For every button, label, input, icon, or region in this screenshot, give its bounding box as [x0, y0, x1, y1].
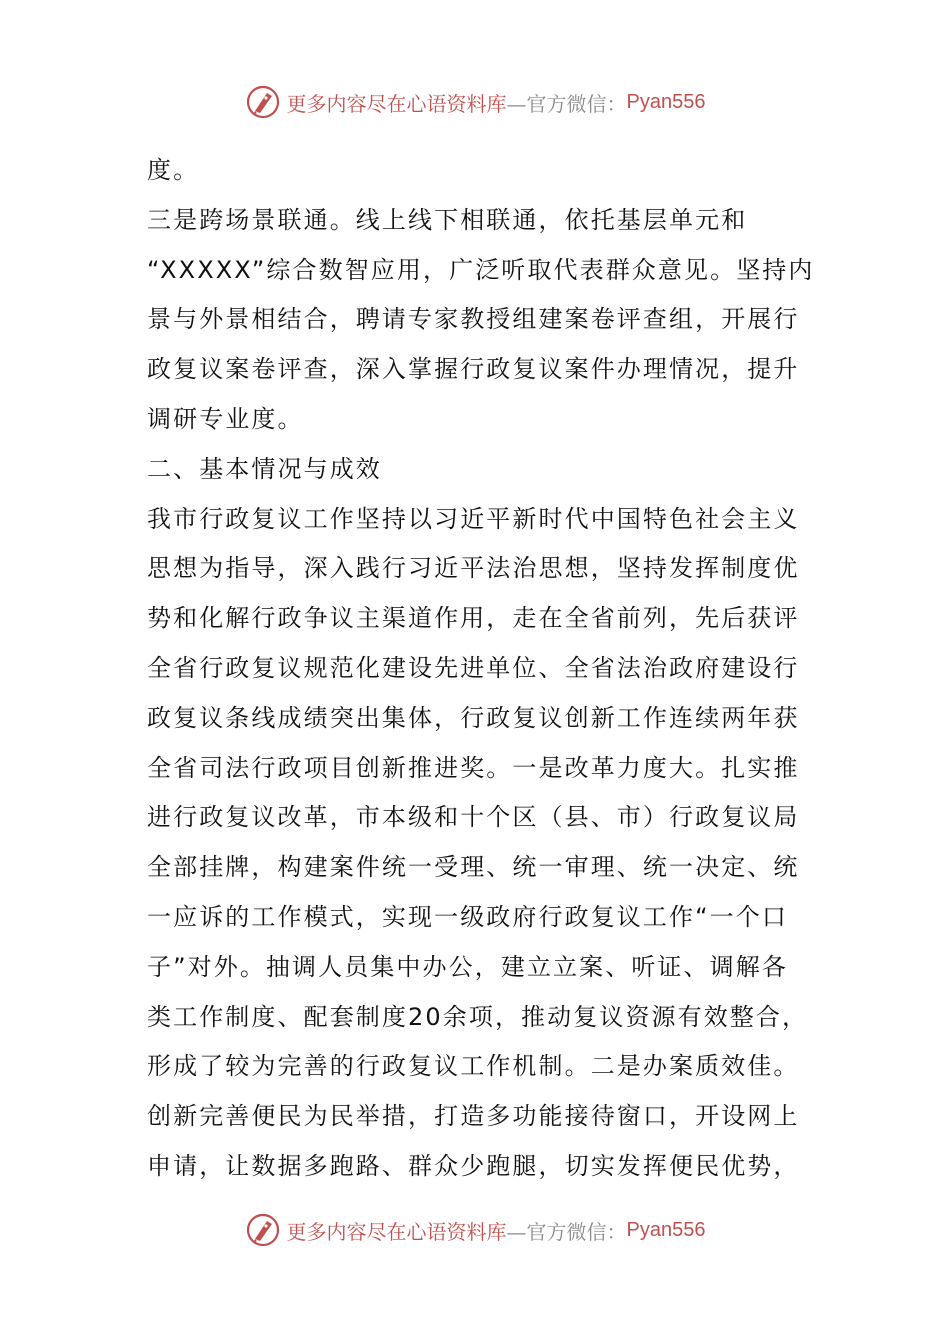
watermark-inner: [245, 82, 706, 122]
text-line: 三是跨场景联通。线上线下相联通，依托基层单元和: [147, 205, 748, 234]
text-line: 子”对外。抽调人员集中办公，建立立案、听证、调解各: [147, 952, 788, 981]
text-line: 全部挂牌，构建案件统一受理、统一审理、统一决定、统: [147, 853, 800, 882]
text-line: 申请，让数据多跑路、群众少跑腿，切实发挥便民优势，: [147, 1151, 800, 1180]
header-watermark-banner: [0, 82, 950, 122]
text-line: 调研专业度。: [147, 404, 304, 433]
text-line: 进行政复议改革，市本级和十个区（县、市）行政复议局: [147, 803, 800, 832]
section-heading: 二、基本情况与成效: [147, 454, 382, 483]
text-line: 全省司法行政项目创新推进奖。一是改革力度大。扎实推: [147, 753, 800, 782]
text-line: 政复议案卷评查，深入掌握行政复议案件办理情况，提升: [147, 355, 800, 384]
text-line: 我市行政复议工作坚持以习近平新时代中国特色社会主义: [147, 504, 800, 533]
text-line: 一应诉的工作模式，实现一级政府行政复议工作“一个口: [147, 902, 788, 931]
text-line: 创新完善便民为民举措，打造多功能接待窗口，开设网上: [147, 1102, 800, 1131]
watermark-brand-text: 更多内容尽在心语资料库: [286, 91, 507, 116]
watermark-brand-text: 更多内容尽在心语资料库: [286, 1219, 507, 1244]
text-line: 思想为指导，深入践行习近平法治思想，坚持发挥制度优: [147, 554, 800, 583]
watermark-official-text: —官方微信：: [506, 91, 627, 116]
text-line: 政复议条线成绩突出集体，行政复议创新工作连续两年获: [147, 703, 800, 732]
document-body: [147, 146, 815, 1192]
text-line: 形成了较为完善的行政复议工作机制。二是办案质效佳。: [147, 1052, 800, 1081]
text-line: 全省行政复议规范化建设先进单位、全省法治政府建设行: [147, 653, 800, 682]
watermark-official-text: —官方微信：: [506, 1219, 627, 1244]
text-line: 势和化解行政争议主渠道作用，走在全省前列，先后获评: [147, 604, 800, 633]
watermark-inner: [245, 1210, 706, 1250]
watermark-wechat-id: Pyan556: [626, 90, 706, 113]
text-line: 景与外景相结合，聘请专家教授组建案卷评查组，开展行: [147, 305, 800, 334]
text-line: “XXXXX”综合数智应用，广泛听取代表群众意见。坚持内: [147, 255, 815, 284]
text-line: 度。: [147, 156, 200, 184]
pen-nib-logo-icon: [245, 1212, 281, 1248]
pen-nib-logo-icon: [245, 84, 281, 120]
watermark-wechat-id: Pyan556: [626, 1218, 706, 1241]
text-line: 类工作制度、配套制度20余项，推动复议资源有效整合，: [147, 1002, 809, 1031]
footer-watermark-banner: [0, 1210, 950, 1250]
